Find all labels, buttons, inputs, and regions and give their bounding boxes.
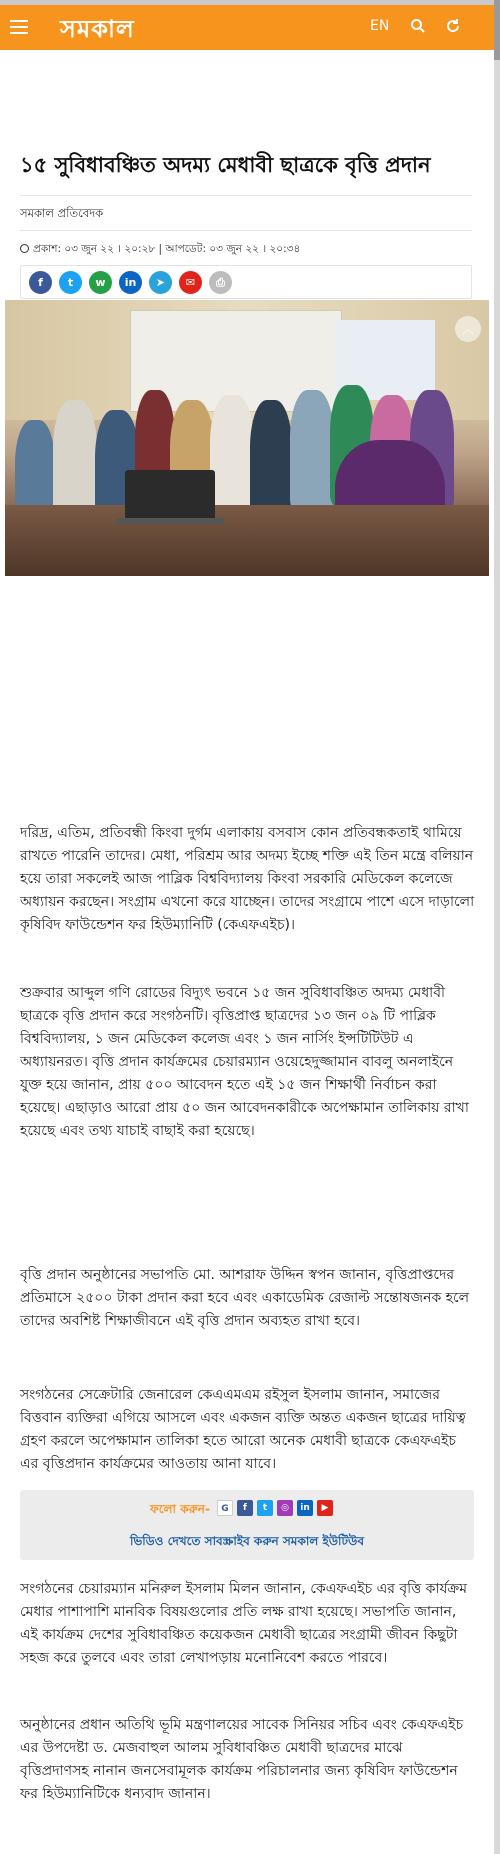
linkedin-icon[interactable]: in	[297, 1500, 313, 1516]
scroll-to-top-button[interactable]: ︿	[455, 316, 481, 342]
scrollbar-thumb[interactable]	[494, 0, 500, 60]
article-paragraph: শুক্রবার আব্দুল গণি রোডের বিদ্যুৎ ভবনে ১৫ জন সুবিধাবঞ্চিত অদম্য মেধাবী ছাত্রকে বৃত্তি প্রদান করে সংগঠনটি। বৃত্তিপ্রাপ্ত ছাত্রদের ১৩ জন ০৯ টি পাব্লিক বিশ্ববিদ্যালয়, ১ জন মেডিকেল কলেজ এবং ১ জন নার্সিং ইন্সটিটিউট এ অধ্যায়নরত। বৃত্তি প্রদান কার্যক্রমের চেয়ারম্যান ওয়েহেদুজ্জামান বাবলু অনলাইনে যুক্ত হয়ে জানান, প্রায় ৫০০ আবেদন হতে এই ১৫ জন শিক্ষার্থী নির্বাচন করা হয়েছে। এছাড়াও আরো প্রায় ৫০ জন আবেদনকারীকে অপেক্ষামান তালিকায় রাখা হয়েছে এবং তথ্য যাচাই বাছাই করা হয়েছে।	[20, 985, 469, 1139]
clock-icon	[20, 244, 29, 253]
refresh-icon[interactable]	[445, 18, 461, 38]
language-toggle[interactable]: EN	[370, 18, 390, 34]
instagram-icon[interactable]: ◎	[277, 1500, 293, 1516]
twitter-share-icon[interactable]: t	[59, 271, 82, 294]
article-author[interactable]: সমকাল প্রতিবেদক	[20, 206, 104, 220]
facebook-share-icon[interactable]: f	[29, 271, 52, 294]
page-scrollbar[interactable]	[494, 0, 500, 1854]
facebook-icon[interactable]: f	[237, 1500, 253, 1516]
article-paragraph: বৃত্তি প্রদান অনুষ্ঠানের সভাপতি মো. আশরাফ উদ্দিন স্বপন জানান, বৃত্তিপ্রাপ্তদের প্রতিমাসে ২৫০০ টাকা প্রদান করা হবে এবং একাডেমিক রেজাল্ট সন্তোষজনক হলে তাদের অবশিষ্ট শিক্ষাজীবনে এই বৃত্তি প্রদান অব্যহত রাখা হবে।	[20, 1267, 470, 1329]
divider	[20, 195, 472, 196]
search-icon[interactable]	[410, 18, 426, 38]
article-paragraph: সংগঠনের সেক্রেটারি জেনারেল কেএএমএম রইসুল ইসলাম জানান, সমাজের বিত্তবান ব্যক্তিরা এগিয়ে আসলে এবং একজন ব্যক্তি অন্তত একজন ছাত্রের দায়িত্ব গ্রহণ করলে অপেক্ষামান তালিকা হতে আরো অনেক মেধাবী ছাত্রকে কেএফএইচ এর বৃত্তিপ্রদান কার্যক্রমের আওতায় আনা যাবে।	[20, 1387, 466, 1472]
twitter-icon[interactable]: t	[257, 1500, 273, 1516]
telegram-share-icon[interactable]: ➤	[149, 271, 172, 294]
article-photo	[5, 300, 489, 576]
print-share-icon[interactable]: ⎙	[209, 271, 232, 294]
article-timestamp	[20, 242, 300, 259]
share-bar	[20, 265, 472, 299]
site-header	[0, 0, 494, 50]
article-title: ১৫ সুবিধাবঞ্চিত অদম্য মেধাবী ছাত্রকে বৃত্তি প্রদান	[20, 152, 431, 177]
google-news-icon[interactable]: G	[217, 1500, 233, 1516]
article-paragraph: সংগঠনের চেয়ারম্যান মনিরুল ইসলাম মিলন জানান, কেএফএইচ এর বৃত্তি কার্যক্রম মেধার পাশাপাশি মানবিক বিষয়গুলোর প্রতি লক্ষ রাখা হয়েছে। সভাপতি জানান, এই কার্যক্রম দেশের সুবিধাবঞ্চিত কয়েকজন মেধাবী ছাত্রের সংগ্রামী জীবন কিছুটা সহজ করে তুলবে এবং তারা লেখাপড়ায় মনোনিবেশ করতে পারবে।	[20, 1581, 468, 1666]
timestamp-text: প্রকাশ: ০৩ জুন ২২ । ২০:২৮ | আপডেট: ০৩ জুন ২২ । ২০:৩৪	[33, 243, 301, 255]
email-share-icon[interactable]: ✉	[179, 271, 202, 294]
site-logo[interactable]: সমকাল	[60, 15, 135, 43]
linkedin-share-icon[interactable]: in	[119, 271, 142, 294]
follow-box	[20, 1490, 474, 1560]
youtube-subscribe-link[interactable]: ভিডিও দেখতে সাবস্ক্রাইব করুন সমকাল ইউটিউব	[129, 1534, 365, 1548]
article-paragraph: অনুষ্ঠানের প্রধান অতিথি ভূমি মন্ত্রণালয়ের সাবেক সিনিয়র সচিব এবং কেএফএইচ এর উপদেষ্টা ড. মেজবাহুল আলম সুবিধাবঞ্চিত মেধাবী ছাত্রদের মাঝে বৃত্তিপ্রদাণসহ নানান জনসেবামূলক কার্যক্রম পরিচালনার জন্য কৃষিবিদ ফাউন্ডেশন ফর হিউম্যানিটিকে ধন্যবাদ জানান।	[20, 1717, 464, 1802]
whatsapp-share-icon[interactable]: w	[89, 271, 112, 294]
youtube-icon[interactable]: ▶	[317, 1500, 333, 1516]
follow-label: ফলো করুন-	[150, 1502, 210, 1516]
article-paragraph: দরিদ্র, এতিম, প্রতিবন্ধী কিংবা দুর্গম এলাকায় বসবাস কোন প্রতিবন্ধকতাই থামিয়ে রাখতে পারেনি তাদের। মেধা, পরিশ্রম আর অদম্য ইচ্ছে শক্তি এই তিন মন্ত্রে বলিয়ান হয়ে তারা সকলেই আজ পাব্লিক বিশ্ববিদ্যালয় কিংবা সরকারি মেডিকেল কলেজে অধ্যায়ন করছেন। সংগ্রাম এখনো করে যাচ্ছেন। তাদের সংগ্রামে পাশে এসে দাড়ালো কৃষিবিদ ফাউন্ডেশন ফর হিউম্যানিটি (কেএফএইচ)।	[20, 825, 475, 933]
divider	[20, 230, 472, 231]
menu-icon[interactable]	[10, 20, 28, 34]
